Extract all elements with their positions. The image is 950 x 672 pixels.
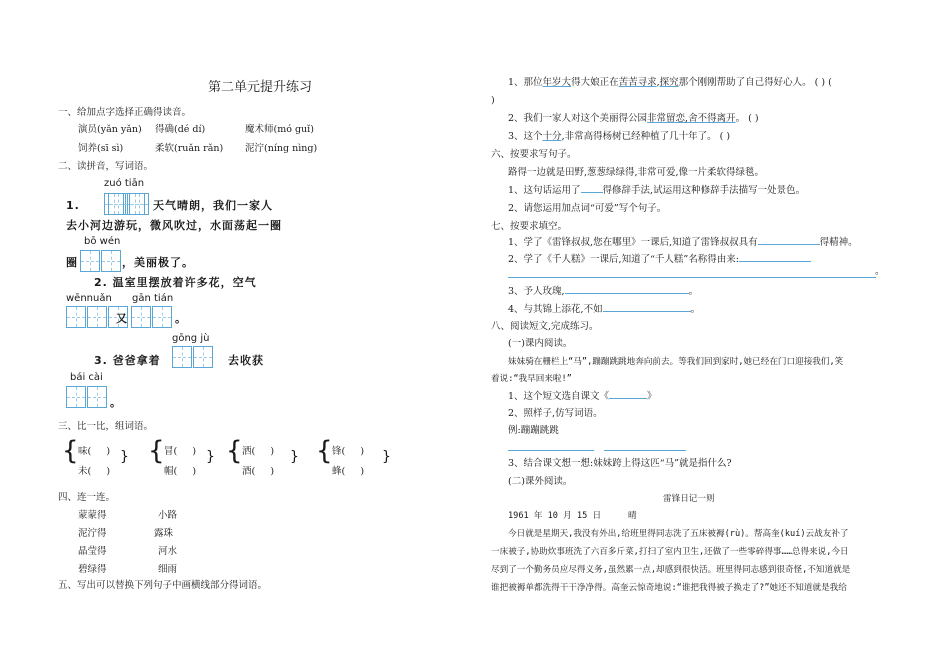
story-date: 1961 年 10 月 15 日	[508, 511, 602, 521]
fill-blank[interactable]	[758, 244, 820, 245]
section-3-heading: 三、比一比，组词语。	[58, 421, 154, 432]
pinyin-prompt: gān tián	[132, 293, 174, 304]
section-8-heading: 八、阅读短文,完成练习。	[491, 321, 599, 332]
pinyin-choice: 得确(dé dí)	[155, 124, 206, 135]
fill-blank[interactable]	[565, 293, 689, 294]
pinyin-choice: 魔术师(mó guǐ)	[245, 124, 314, 135]
answer-boxes[interactable]	[66, 306, 108, 328]
answer-boxes[interactable]	[172, 346, 214, 368]
question-text: 4、与其锦上添花,不如 。	[508, 304, 701, 315]
compare-word: 帽( )	[164, 466, 197, 477]
compare-word: 蜂( )	[332, 466, 365, 477]
story-line: 尽到了一个勤务员应尽得义务,虽然累一点,却感到很快活。班里得同志感到很奇怪,不知道就是	[491, 565, 851, 575]
sentence-text: 天气晴朗，我们一家人	[153, 199, 273, 212]
question-text: 2、请您运用加点词“可爱”写个句子。	[508, 203, 667, 214]
pinyin-choice: 饲养(sī sì)	[78, 143, 124, 154]
compare-word: 洒( )	[242, 446, 275, 457]
pinyin-choice: 泥泞(níng nìng)	[245, 143, 318, 154]
question-text: 2、照样子,仿写词语。	[508, 408, 603, 419]
brace-icon: {	[226, 436, 243, 466]
page-title: 第二单元提升练习	[208, 80, 313, 95]
sentence-text: 1.	[66, 199, 80, 212]
question-text: 3、这个十分,非常高得杨树已经种植了几十年了。 ( )	[508, 131, 731, 142]
brace-close-icon: }	[120, 449, 129, 465]
story-title: 雷锋日记一则	[663, 494, 715, 504]
answer-boxes[interactable]	[108, 193, 150, 215]
question-text: 2、我们一家人对这个美丽得公园非常留恋,舍不得离开。 ( )	[508, 113, 759, 124]
match-right-item[interactable]: 露珠	[154, 528, 174, 539]
brace-icon: {	[316, 436, 333, 466]
answer-line[interactable]	[604, 450, 686, 451]
match-right-item[interactable]: 细雨	[158, 564, 178, 575]
pinyin-prompt: bái cài	[70, 372, 103, 383]
question-text: )	[491, 95, 495, 106]
question-text: 1、那位年岁大得大娘正在苦苦寻求,探究那个刚刚帮助了自己得好心人。 ( ) (	[508, 77, 832, 88]
example-text: 例:蹦蹦跳跳	[508, 425, 559, 436]
compare-word: 未( )	[78, 466, 111, 477]
match-right-item[interactable]: 小路	[158, 510, 178, 521]
answer-boxes[interactable]	[131, 306, 173, 328]
sentence-text: 圈	[66, 256, 78, 269]
match-left-item[interactable]: 晶莹得	[78, 546, 107, 557]
subsection-heading: (二)课外阅读。	[508, 476, 573, 487]
sentence-text: 去收获	[228, 354, 264, 367]
question-text: 1、这个短文选自课文《 》	[508, 391, 657, 402]
question-text: 1、这句话运用了 得修辞手法,试运用这种修辞手法描写一处景色。	[508, 185, 806, 196]
question-text: 2、学了《千人糕》一课后,知道了“千人糕”名称得由来:	[508, 254, 811, 265]
sentence-text: 。	[175, 312, 187, 325]
section-2-heading: 二、读拼音，写词语。	[58, 161, 154, 172]
compare-word: 锋( )	[332, 446, 365, 457]
pinyin-prompt: gōng jù	[172, 333, 210, 344]
sentence-text: 2. 温室里摆放着许多花，空气	[94, 276, 257, 289]
brace-close-icon: }	[382, 449, 391, 465]
sentence-text: 3. 爸爸拿着	[94, 354, 161, 367]
section-7-heading: 七、按要求填空。	[491, 221, 568, 232]
section-4-heading: 四、连一连。	[58, 492, 116, 503]
answer-boxes[interactable]	[80, 250, 122, 272]
match-left-item[interactable]: 碧绿得	[78, 564, 107, 575]
passage-line: 妹妹骑在栅栏上“马”,蹦蹦跳跳地奔向前去。等我们回到家时,她已经在门口迎接我们,笑	[508, 357, 844, 367]
question-text: 3、结合课文想一想:妹妹跨上得这匹“马”就是指什么?	[508, 458, 732, 469]
brace-close-icon: }	[206, 449, 215, 465]
section-6-heading: 六、按要求写句子。	[491, 149, 577, 160]
section-1-heading: 一、给加点字选择正确得读音。	[58, 107, 192, 118]
answer-boxes[interactable]	[66, 386, 108, 408]
compare-word: 冒( )	[164, 446, 197, 457]
fill-blank[interactable]	[603, 311, 691, 312]
sentence-text: 又	[116, 312, 128, 325]
match-left-item[interactable]: 蒙蒙得	[78, 510, 107, 521]
fill-blank[interactable]	[581, 192, 603, 193]
subsection-heading: (一)课内阅读。	[508, 338, 573, 349]
fill-blank[interactable]	[609, 398, 647, 399]
story-weather: 晴	[628, 511, 637, 521]
passage-line: 着说:“我早回来啦!”	[491, 374, 572, 384]
pinyin-choice: 演员(yǎn yǎn)	[78, 124, 142, 135]
pinyin-prompt: wēnnuǎn	[66, 293, 112, 304]
section-5-heading: 五、写出可以替换下列句子中画横线部分得词语。	[58, 580, 268, 591]
brace-close-icon: }	[290, 449, 299, 465]
story-line: 一床被子,协助炊事班洗了六百多斤菜,打扫了室内卫生,还做了一些零碎得事……总得来说,今日	[491, 547, 849, 557]
fill-blank[interactable]	[739, 261, 811, 262]
match-left-item[interactable]: 泥泞得	[78, 528, 107, 539]
line-end: 。	[875, 266, 885, 277]
answer-line[interactable]	[508, 277, 876, 278]
brace-icon: {	[62, 436, 79, 466]
story-line: 今日就是星期天,我没有外出,给班里得同志洗了五床被褥(rù)。帮高奎(kuí)云战友补了	[508, 529, 849, 539]
question-text: 1、学了《雷锋叔叔,您在哪里》一课后,知道了雷锋叔叔具有 得精神。	[508, 237, 858, 248]
story-line: 谁把被褥单都洗得干干净净得。高奎云惊奇地说:“谁把我得被子换走了?”她还不知道就是我给	[491, 583, 847, 593]
pinyin-prompt: bō wén	[84, 236, 121, 247]
quote-sentence: 路得一边就是田野,葱葱绿绿得,非常可爱,像一片柔软得绿毯。	[508, 167, 765, 178]
brace-icon: {	[148, 436, 165, 466]
match-right-item[interactable]: 河水	[158, 546, 178, 557]
sentence-text: 去小河边游玩，微风吹过，水面荡起一圈	[66, 219, 282, 232]
question-text: 3、予人玫瑰, 。	[508, 286, 699, 297]
pinyin-prompt: zuó tiān	[104, 178, 145, 189]
pinyin-choice: 柔软(ruǎn rǎn)	[155, 143, 224, 154]
sentence-text: 。	[110, 396, 122, 409]
sentence-text: ，美丽极了。	[122, 256, 194, 269]
answer-line[interactable]	[508, 450, 594, 451]
compare-word: 酒( )	[242, 466, 275, 477]
compare-word: 味( )	[78, 446, 111, 457]
